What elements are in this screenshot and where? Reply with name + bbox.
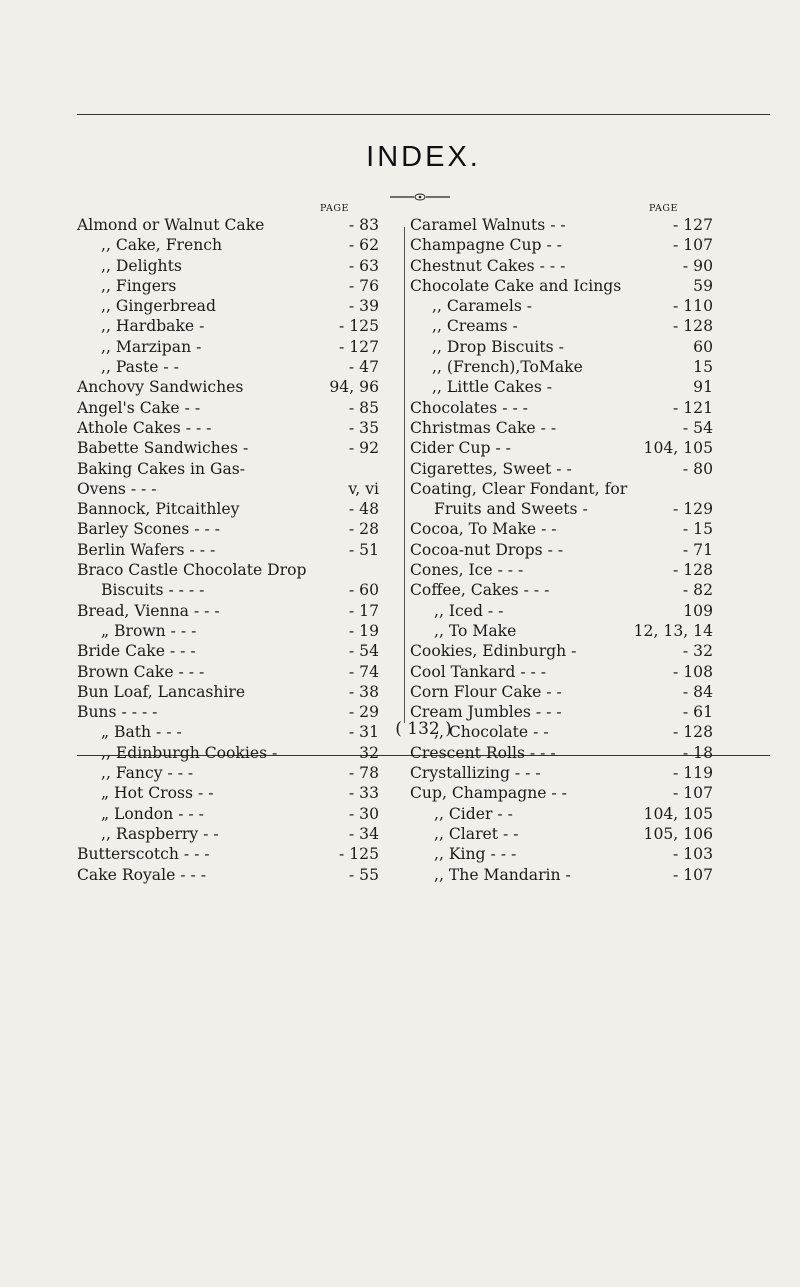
entry-title: ,, To Make [434,621,517,640]
index-entry [77,763,397,783]
index-entry [77,215,397,235]
entry-page: - 127 [339,337,379,356]
index-entry [77,621,397,641]
entry-title: Corn Flour Cake - - [410,682,562,701]
entry-title: „ Bath - - - [101,723,182,742]
column-divider [404,227,405,723]
entry-page: - 32 [682,642,713,661]
entry-page: - 125 [339,317,379,336]
entry-title: Caramel Walnuts - - [410,216,566,234]
index-entry [77,540,397,560]
entry-page: - 121 [673,398,713,417]
index-entry [77,337,397,357]
index-entry [77,824,397,844]
index-entry [410,316,730,336]
page-title: INDEX. [366,141,481,173]
index-entry [77,235,397,255]
index-entry [410,459,730,479]
index-entry [410,215,730,235]
entry-title: Athole Cakes - - - [77,418,212,437]
entry-page: - 129 [673,500,713,519]
entry-title: ,, Gingerbread [101,297,216,316]
index-entry [410,540,730,560]
entry-title: Cookies, Edinburgh - [410,642,577,661]
index-entry [410,235,730,255]
entry-title: ,, (French),ToMake [432,358,583,377]
entry-title: Biscuits - - - - [101,581,205,600]
entry-page: - 76 [348,276,379,295]
index-entry [77,682,397,702]
index-entry [410,418,730,438]
entry-page: - 28 [348,520,379,539]
index-entry [410,641,730,661]
entry-title: „ Brown - - - [101,621,197,640]
entry-title: ,, Marzipan - [101,337,202,356]
entry-title: ,, Cake, French [101,236,223,255]
index-entry [77,398,397,418]
entry-title: ,, Chocolate - - [434,723,549,742]
index-entry [410,256,730,276]
entry-title: Babette Sandwiches - [77,439,249,458]
entry-page: - 78 [348,764,379,783]
entry-page: - 34 [348,824,379,843]
entry-page: - 128 [673,317,713,336]
page-column-header: PAGE [649,203,678,214]
entry-page: - 80 [682,459,713,478]
entry-title: ,, Fancy - - - [101,764,194,783]
entry-title: Brown Cake - - - [77,662,205,681]
index-entry [77,499,397,519]
entry-page: - 107 [673,784,713,803]
index-entry [410,601,730,621]
entry-page: - 103 [673,845,713,864]
index-entry [410,844,730,864]
index-entry [410,398,730,418]
entry-page: - 54 [682,418,713,437]
entry-page: - 74 [348,662,379,681]
entry-title: Coffee, Cakes - - - [410,581,550,600]
entry-page: 60 [693,337,713,356]
entry-page: - 63 [348,256,379,275]
index-entry [410,621,730,641]
entry-page: - 71 [682,540,713,559]
entry-page: - 84 [682,682,713,701]
entry-page: 94, 96 [329,378,379,397]
index-entry [77,377,397,397]
entry-title: ,, Delights [101,256,182,275]
entry-title: Ovens - - - [77,479,157,498]
entry-page: 12, 13, 14 [633,621,713,640]
entry-title: Cream Jumbles - - - [410,703,562,722]
index-entry [77,580,397,600]
index-entry [77,296,397,316]
entry-title: Bread, Vienna - - - [77,601,220,620]
entry-title: ,, Little Cakes - [432,378,553,397]
index-entry [77,316,397,336]
index-entry [77,865,397,885]
entry-page: - 29 [348,703,379,722]
entry-title: Angel's Cake - - [77,398,201,417]
entry-title: ,, Raspberry - - [101,824,219,843]
entry-page: - 110 [673,297,713,316]
entry-title: Chocolates - - - [410,398,528,417]
entry-page: - 35 [348,418,379,437]
index-entry [410,296,730,316]
entry-page: - 128 [673,561,713,580]
entry-title: Anchovy Sandwiches [77,378,244,397]
index-entry [77,418,397,438]
entry-title: Chocolate Cake and Icings [410,276,622,295]
entry-page: - 125 [339,845,379,864]
entry-title: Crystallizing - - - [410,764,541,783]
entry-title: Braco Castle Chocolate Drop [77,561,307,580]
entry-title: ,, Claret - - [434,824,519,843]
entry-title: Bride Cake - - - [77,642,196,661]
index-entry [410,824,730,844]
entry-title: ,, Paste - - [101,358,179,377]
entry-title: Buns - - - - [77,703,158,722]
index-entry [410,337,730,357]
entry-title: Christmas Cake - - [410,418,557,437]
page-column-header: PAGE [320,203,349,214]
index-entry [410,276,730,296]
index-entry [410,357,730,377]
entry-title: „ London - - - [101,804,204,823]
entry-title: „ Hot Cross - - [101,784,214,803]
index-page [77,114,770,884]
entry-page: - 92 [348,439,379,458]
index-entry [410,865,730,885]
entry-title: Cider Cup - - [410,439,511,458]
entry-title: Berlin Wafers - - - [77,540,216,559]
entry-title: ,, Fingers [101,276,177,295]
entry-title: ,, The Mandarin - [434,865,571,884]
entry-page: - 83 [348,216,379,234]
left-index-column [77,203,397,885]
entry-page: 15 [693,358,713,377]
index-entry [410,783,730,803]
entry-page: 104, 105 [643,804,713,823]
entry-title: Barley Scones - - - [77,520,220,539]
entry-page: - 82 [682,581,713,600]
index-entry [77,479,397,499]
entry-title: Almond or Walnut Cake [77,216,265,234]
entry-title: ,, Creams - [432,317,518,336]
entry-page: 109 [683,601,713,620]
index-entry [410,804,730,824]
entry-title: Fruits and Sweets - [434,500,588,519]
entry-page: v, vi [348,479,379,498]
entry-title: Bannock, Pitcaithley [77,500,240,519]
index-entry [410,519,730,539]
entry-page: - 51 [348,540,379,559]
entry-title: Cones, Ice - - - [410,561,524,580]
entry-page: - 85 [348,398,379,417]
index-entry [77,804,397,824]
entry-title: Butterscotch - - - [77,845,210,864]
entry-page: - 19 [348,621,379,640]
entry-page: - 17 [348,601,379,620]
entry-page: 59 [693,276,713,295]
entry-title: ,, Caramels - [432,297,533,316]
index-entry [410,438,730,458]
entry-title: ,, Iced - - [434,601,504,620]
index-entry [410,499,730,519]
entry-title: ,, King - - - [434,845,517,864]
entry-page: - 128 [673,723,713,742]
entry-page: - 18 [682,743,713,762]
index-entry [77,662,397,682]
entry-page: - 60 [348,581,379,600]
entry-page: - 107 [673,865,713,884]
entry-page: - 62 [348,236,379,255]
entry-page: 105, 106 [643,824,713,843]
right-index-column [410,203,730,885]
entry-title: Crescent Rolls - - - [410,743,556,762]
entry-page: - 90 [682,256,713,275]
index-entry [77,256,397,276]
entry-page: - 30 [348,804,379,823]
entry-title: Cup, Champagne - - [410,784,567,803]
index-entry [77,459,397,479]
entry-title: Cocoa, To Make - - [410,520,557,539]
entry-page: - 47 [348,358,379,377]
entry-title: Bun Loaf, Lancashire [77,682,246,701]
entry-page: 91 [693,378,713,397]
index-entry [410,377,730,397]
entry-page: - 48 [348,500,379,519]
entry-page: - 31 [348,723,379,742]
index-entry [77,844,397,864]
index-entry [410,743,730,763]
index-entry [410,580,730,600]
entry-page: - 127 [673,216,713,234]
entry-page: - 38 [348,682,379,701]
entry-title: Cigarettes, Sweet - - [410,459,572,478]
entry-title: Cool Tankard - - - [410,662,547,681]
index-entry [410,662,730,682]
index-entry [77,438,397,458]
entry-title: ,, Drop Biscuits - [432,337,564,356]
entry-title: ,, Hardbake - [101,317,205,336]
index-entry [77,743,397,763]
index-entry [77,783,397,803]
page-number: ( 132 ) [395,719,452,739]
index-entry [77,601,397,621]
entry-page: - 54 [348,642,379,661]
entry-title: Coating, Clear Fondant, for [410,479,628,498]
index-entry [77,519,397,539]
entry-page: - 119 [673,764,713,783]
index-entry [77,276,397,296]
entry-title: Champagne Cup - - [410,236,562,255]
entry-title: Chestnut Cakes - - - [410,256,566,275]
entry-page: - 107 [673,236,713,255]
entry-page: - 33 [348,784,379,803]
entry-page: 32 [359,743,379,762]
index-entry [77,641,397,661]
index-entry [77,560,397,580]
entry-title: Baking Cakes in Gas- [77,459,246,478]
index-entry [410,763,730,783]
ornament-divider-icon [390,193,450,201]
entry-title: ,, Cider - - [434,804,513,823]
entry-title: Cocoa-nut Drops - - [410,540,564,559]
index-entry [410,479,730,499]
entry-page: - 61 [682,703,713,722]
entry-page: - 15 [682,520,713,539]
index-entry [77,357,397,377]
index-entry [410,682,730,702]
index-entry [410,560,730,580]
entry-page: 104, 105 [643,439,713,458]
entry-page: - 55 [348,865,379,884]
entry-title: Cake Royale - - - [77,865,206,884]
entry-page: - 39 [348,297,379,316]
entry-page: - 108 [673,662,713,681]
entry-title: ,, Edinburgh Cookies - [101,743,278,762]
